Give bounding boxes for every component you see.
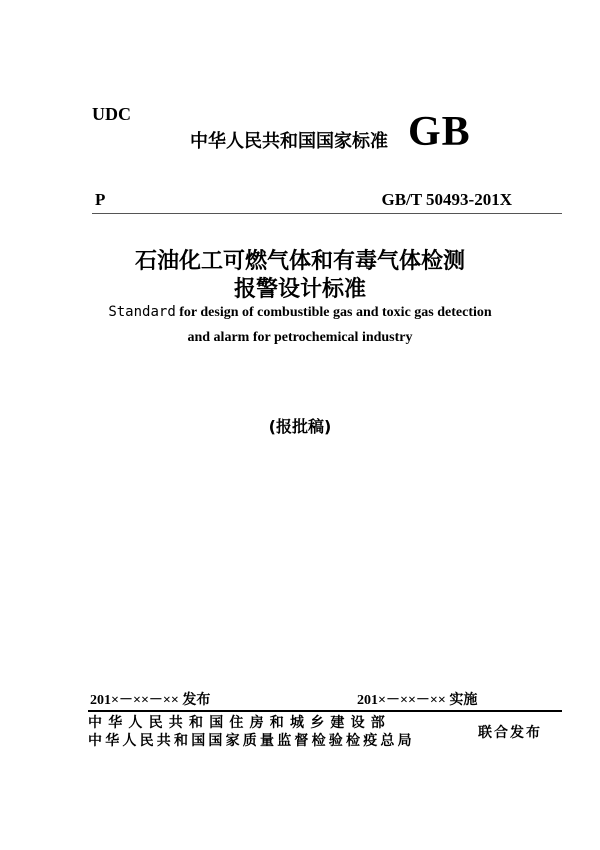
standard-type-label: 中华人民共和国国家标准 bbox=[190, 131, 388, 152]
header-divider bbox=[92, 213, 562, 214]
title-english-line1-rest: for design of combustible gas and toxic gas detection bbox=[179, 305, 492, 320]
classification-code: P bbox=[95, 190, 106, 209]
standard-number: GB/T 50493-201X bbox=[381, 190, 512, 209]
title-chinese-line1: 石油化工可燃气体和有毒气体检测 bbox=[134, 249, 465, 274]
implementation-date: 201×－××－×× 实施 bbox=[357, 693, 478, 708]
issuer-ministry-housing: 中华人民共和国住房和城乡建设部 bbox=[88, 715, 391, 731]
title-chinese-line2: 报警设计标准 bbox=[233, 277, 366, 302]
gb-mark: GB bbox=[408, 109, 471, 155]
issuer-aqsiq: 中华人民共和国国家质量监督检验检疫总局 bbox=[88, 733, 415, 749]
joint-issue-label: 联合发布 bbox=[478, 725, 542, 741]
draft-status: (报批稿) bbox=[268, 417, 332, 436]
title-english-line2: and alarm for petrochemical industry bbox=[187, 330, 413, 345]
title-english-word-standard: Standard bbox=[108, 304, 176, 320]
issue-date: 201×－××－×× 发布 bbox=[90, 693, 211, 708]
udc-label: UDC bbox=[92, 104, 131, 124]
title-english-line1 bbox=[0, 304, 600, 321]
